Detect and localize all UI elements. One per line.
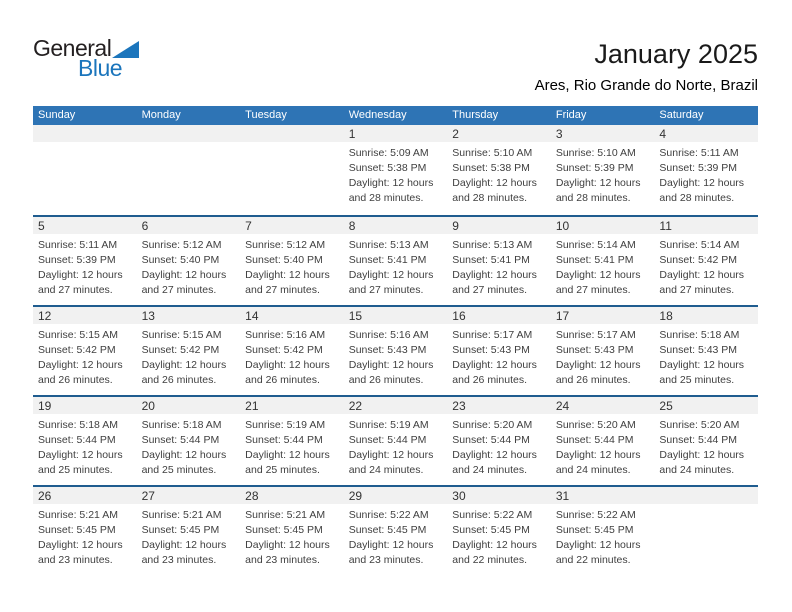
sunset-text: Sunset: 5:45 PM	[452, 524, 530, 536]
daylight2-text: and 25 minutes.	[38, 464, 113, 476]
sunrise-text: Sunrise: 5:09 AM	[348, 147, 429, 159]
calendar	[33, 106, 758, 575]
daylight2-text: and 27 minutes.	[38, 284, 113, 296]
sunrise-text: Sunrise: 5:15 AM	[38, 329, 118, 341]
day-details-20	[137, 414, 241, 478]
day-details-8	[344, 234, 448, 298]
daylight1-text: Daylight: 12 hours	[245, 359, 330, 371]
day-details-10	[551, 234, 655, 298]
sunrise-text: Sunrise: 5:13 AM	[452, 239, 533, 251]
day-cell-1	[344, 125, 448, 215]
day-cell-31	[551, 487, 655, 575]
weekday-label-thursday: Thursday	[452, 109, 499, 121]
daylight1-text: Daylight: 12 hours	[659, 359, 745, 371]
daylight1-text: Daylight: 12 hours	[245, 449, 330, 461]
daylight1-text: Daylight: 12 hours	[38, 269, 123, 281]
daylight2-text: and 25 minutes.	[141, 464, 217, 476]
day-details-17	[551, 324, 655, 388]
daylight2-text: and 26 minutes.	[452, 374, 527, 386]
day-number-9: 9	[447, 217, 551, 234]
daylight1-text: Daylight: 12 hours	[555, 177, 641, 189]
day-cell-25	[654, 397, 758, 485]
sunrise-text: Sunrise: 5:18 AM	[659, 329, 740, 341]
daylight1-text: Daylight: 12 hours	[348, 177, 434, 189]
daylight1-text: Daylight: 12 hours	[141, 449, 227, 461]
day-number-5: 5	[33, 217, 137, 234]
daylight2-text: and 24 minutes.	[659, 464, 735, 476]
daylight2-text: and 28 minutes.	[348, 192, 424, 204]
sunset-text: Sunset: 5:44 PM	[245, 434, 323, 446]
sunrise-text: Sunrise: 5:12 AM	[245, 239, 326, 251]
sunset-text: Sunset: 5:41 PM	[348, 254, 427, 266]
sunset-text: Sunset: 5:44 PM	[38, 434, 116, 446]
daylight1-text: Daylight: 12 hours	[38, 449, 123, 461]
day-cell-empty	[240, 125, 344, 215]
sunrise-text: Sunrise: 5:22 AM	[452, 509, 533, 521]
sunset-text: Sunset: 5:45 PM	[348, 524, 427, 536]
day-details-22	[344, 414, 448, 478]
general-blue-logo	[33, 37, 139, 80]
day-cell-12	[33, 307, 137, 395]
day-details-13	[137, 324, 241, 388]
week-row-4	[33, 395, 758, 485]
day-cell-20	[137, 397, 241, 485]
day-cell-4	[654, 125, 758, 215]
day-cell-14	[240, 307, 344, 395]
sunset-text: Sunset: 5:41 PM	[452, 254, 530, 266]
day-cell-19	[33, 397, 137, 485]
day-cell-30	[447, 487, 551, 575]
sunset-text: Sunset: 5:45 PM	[38, 524, 116, 536]
daylight2-text: and 23 minutes.	[348, 554, 424, 566]
daylight2-text: and 26 minutes.	[348, 374, 424, 386]
day-details-4	[654, 142, 758, 206]
day-details-12	[33, 324, 137, 388]
day-cell-3	[551, 125, 655, 215]
daylight1-text: Daylight: 12 hours	[348, 539, 434, 551]
day-cell-9	[447, 217, 551, 305]
daylight2-text: and 27 minutes.	[141, 284, 217, 296]
day-number-23: 23	[447, 397, 551, 414]
sunset-text: Sunset: 5:41 PM	[555, 254, 634, 266]
day-cell-23	[447, 397, 551, 485]
daylight2-text: and 25 minutes.	[245, 464, 320, 476]
daylight2-text: and 26 minutes.	[245, 374, 320, 386]
day-cell-7	[240, 217, 344, 305]
logo-text-blue: Blue	[78, 55, 123, 81]
sunrise-text: Sunrise: 5:16 AM	[245, 329, 326, 341]
daylight1-text: Daylight: 12 hours	[141, 539, 227, 551]
day-number-30: 30	[447, 487, 551, 504]
day-number-empty	[654, 487, 758, 504]
sunset-text: Sunset: 5:42 PM	[38, 344, 116, 356]
daylight2-text: and 27 minutes.	[348, 284, 424, 296]
daylight1-text: Daylight: 12 hours	[452, 539, 537, 551]
day-number-13: 13	[137, 307, 241, 324]
day-number-10: 10	[551, 217, 655, 234]
sunset-text: Sunset: 5:38 PM	[348, 162, 427, 174]
day-details-16	[447, 324, 551, 388]
day-cell-8	[344, 217, 448, 305]
day-number-11: 11	[654, 217, 758, 234]
daylight2-text: and 27 minutes.	[245, 284, 320, 296]
daylight2-text: and 28 minutes.	[452, 192, 527, 204]
day-cell-24	[551, 397, 655, 485]
day-number-24: 24	[551, 397, 655, 414]
sunrise-text: Sunrise: 5:21 AM	[38, 509, 118, 521]
day-details-21	[240, 414, 344, 478]
day-details-31	[551, 504, 655, 568]
day-details-3	[551, 142, 655, 206]
day-number-28: 28	[240, 487, 344, 504]
weekday-label-friday: Friday	[555, 109, 587, 121]
page-title: January 2025	[594, 39, 758, 69]
daylight2-text: and 28 minutes.	[555, 192, 631, 204]
sunset-text: Sunset: 5:42 PM	[141, 344, 220, 356]
day-cell-29	[344, 487, 448, 575]
daylight1-text: Daylight: 12 hours	[348, 269, 434, 281]
day-number-2: 2	[447, 125, 551, 142]
day-cell-15	[344, 307, 448, 395]
daylight2-text: and 26 minutes.	[555, 374, 631, 386]
sunset-text: Sunset: 5:42 PM	[245, 344, 323, 356]
day-cell-empty	[137, 125, 241, 215]
day-details-1	[344, 142, 448, 206]
week-row-5	[33, 485, 758, 575]
daylight1-text: Daylight: 12 hours	[555, 359, 641, 371]
day-details-6	[137, 234, 241, 298]
day-number-14: 14	[240, 307, 344, 324]
daylight1-text: Daylight: 12 hours	[38, 359, 123, 371]
sunset-text: Sunset: 5:43 PM	[348, 344, 427, 356]
day-details-5	[33, 234, 137, 298]
sunset-text: Sunset: 5:43 PM	[659, 344, 738, 356]
day-number-12: 12	[33, 307, 137, 324]
sunrise-text: Sunrise: 5:11 AM	[659, 147, 739, 159]
daylight1-text: Daylight: 12 hours	[555, 539, 641, 551]
day-cell-17	[551, 307, 655, 395]
day-number-7: 7	[240, 217, 344, 234]
sunrise-text: Sunrise: 5:22 AM	[348, 509, 429, 521]
sunset-text: Sunset: 5:42 PM	[659, 254, 738, 266]
page-subtitle: Ares, Rio Grande do Norte, Brazil	[534, 77, 758, 94]
daylight2-text: and 28 minutes.	[659, 192, 735, 204]
daylight1-text: Daylight: 12 hours	[452, 359, 537, 371]
day-details-2	[447, 142, 551, 206]
sunrise-text: Sunrise: 5:19 AM	[348, 419, 429, 431]
sunset-text: Sunset: 5:40 PM	[245, 254, 323, 266]
day-cell-5	[33, 217, 137, 305]
week-row-3	[33, 305, 758, 395]
daylight2-text: and 23 minutes.	[38, 554, 113, 566]
sunrise-text: Sunrise: 5:10 AM	[452, 147, 533, 159]
daylight1-text: Daylight: 12 hours	[452, 177, 537, 189]
day-number-22: 22	[344, 397, 448, 414]
sunset-text: Sunset: 5:45 PM	[141, 524, 220, 536]
day-number-empty	[33, 125, 137, 142]
day-details-19	[33, 414, 137, 478]
day-number-8: 8	[344, 217, 448, 234]
daylight1-text: Daylight: 12 hours	[555, 449, 641, 461]
sunrise-text: Sunrise: 5:15 AM	[141, 329, 222, 341]
daylight1-text: Daylight: 12 hours	[141, 359, 227, 371]
sunrise-text: Sunrise: 5:22 AM	[555, 509, 636, 521]
day-cell-10	[551, 217, 655, 305]
day-details-24	[551, 414, 655, 478]
sunrise-text: Sunrise: 5:18 AM	[141, 419, 222, 431]
daylight1-text: Daylight: 12 hours	[245, 269, 330, 281]
day-number-21: 21	[240, 397, 344, 414]
sunrise-text: Sunrise: 5:17 AM	[452, 329, 533, 341]
day-cell-27	[137, 487, 241, 575]
day-cell-22	[344, 397, 448, 485]
sunset-text: Sunset: 5:44 PM	[452, 434, 530, 446]
sunset-text: Sunset: 5:44 PM	[141, 434, 220, 446]
day-details-23	[447, 414, 551, 478]
sunrise-text: Sunrise: 5:20 AM	[659, 419, 740, 431]
sunrise-text: Sunrise: 5:14 AM	[659, 239, 740, 251]
daylight2-text: and 27 minutes.	[555, 284, 631, 296]
day-details-29	[344, 504, 448, 568]
day-cell-26	[33, 487, 137, 575]
daylight1-text: Daylight: 12 hours	[659, 269, 745, 281]
day-number-1: 1	[344, 125, 448, 142]
day-number-27: 27	[137, 487, 241, 504]
sunset-text: Sunset: 5:38 PM	[452, 162, 530, 174]
sunrise-text: Sunrise: 5:18 AM	[38, 419, 118, 431]
day-number-29: 29	[344, 487, 448, 504]
daylight2-text: and 25 minutes.	[659, 374, 735, 386]
sunset-text: Sunset: 5:39 PM	[659, 162, 738, 174]
daylight1-text: Daylight: 12 hours	[38, 539, 123, 551]
sunrise-text: Sunrise: 5:13 AM	[348, 239, 429, 251]
daylight2-text: and 22 minutes.	[452, 554, 527, 566]
sunrise-text: Sunrise: 5:20 AM	[555, 419, 636, 431]
day-cell-18	[654, 307, 758, 395]
daylight2-text: and 27 minutes.	[659, 284, 735, 296]
day-number-6: 6	[137, 217, 241, 234]
weekday-label-sunday: Sunday	[38, 109, 76, 121]
daylight2-text: and 23 minutes.	[141, 554, 217, 566]
sunrise-text: Sunrise: 5:11 AM	[38, 239, 118, 251]
day-number-empty	[137, 125, 241, 142]
day-number-empty	[240, 125, 344, 142]
sunset-text: Sunset: 5:44 PM	[659, 434, 738, 446]
sunrise-text: Sunrise: 5:14 AM	[555, 239, 636, 251]
day-details-25	[654, 414, 758, 478]
day-cell-16	[447, 307, 551, 395]
daylight2-text: and 24 minutes.	[452, 464, 527, 476]
day-details-18	[654, 324, 758, 388]
sunrise-text: Sunrise: 5:21 AM	[141, 509, 222, 521]
day-details-30	[447, 504, 551, 568]
sunset-text: Sunset: 5:44 PM	[555, 434, 634, 446]
calendar-grid	[33, 125, 758, 575]
day-number-26: 26	[33, 487, 137, 504]
sunrise-text: Sunrise: 5:19 AM	[245, 419, 326, 431]
weekday-label-wednesday: Wednesday	[348, 109, 407, 121]
sunrise-text: Sunrise: 5:12 AM	[141, 239, 222, 251]
day-number-17: 17	[551, 307, 655, 324]
sunset-text: Sunset: 5:45 PM	[245, 524, 323, 536]
daylight1-text: Daylight: 12 hours	[245, 539, 330, 551]
sunset-text: Sunset: 5:45 PM	[555, 524, 634, 536]
day-details-11	[654, 234, 758, 298]
daylight1-text: Daylight: 12 hours	[659, 177, 745, 189]
sunset-text: Sunset: 5:44 PM	[348, 434, 427, 446]
day-number-19: 19	[33, 397, 137, 414]
day-details-7	[240, 234, 344, 298]
daylight1-text: Daylight: 12 hours	[348, 359, 434, 371]
daylight2-text: and 24 minutes.	[348, 464, 424, 476]
sunset-text: Sunset: 5:43 PM	[555, 344, 634, 356]
daylight1-text: Daylight: 12 hours	[555, 269, 641, 281]
day-number-25: 25	[654, 397, 758, 414]
weekday-label-monday: Monday	[141, 109, 181, 121]
day-details-27	[137, 504, 241, 568]
day-details-14	[240, 324, 344, 388]
daylight2-text: and 22 minutes.	[555, 554, 631, 566]
day-number-31: 31	[551, 487, 655, 504]
daylight2-text: and 26 minutes.	[38, 374, 113, 386]
sunset-text: Sunset: 5:40 PM	[141, 254, 220, 266]
day-number-3: 3	[551, 125, 655, 142]
daylight1-text: Daylight: 12 hours	[452, 449, 537, 461]
sunset-text: Sunset: 5:43 PM	[452, 344, 530, 356]
sunrise-text: Sunrise: 5:10 AM	[555, 147, 636, 159]
day-details-28	[240, 504, 344, 568]
day-cell-6	[137, 217, 241, 305]
daylight1-text: Daylight: 12 hours	[659, 449, 745, 461]
sunrise-text: Sunrise: 5:21 AM	[245, 509, 326, 521]
sunrise-text: Sunrise: 5:17 AM	[555, 329, 636, 341]
sunset-text: Sunset: 5:39 PM	[38, 254, 116, 266]
day-cell-2	[447, 125, 551, 215]
day-details-26	[33, 504, 137, 568]
daylight1-text: Daylight: 12 hours	[348, 449, 434, 461]
day-number-20: 20	[137, 397, 241, 414]
weekday-header-row	[33, 106, 758, 125]
day-cell-11	[654, 217, 758, 305]
weekday-label-saturday: Saturday	[659, 109, 704, 121]
week-row-1	[33, 125, 758, 215]
title-block	[535, 39, 758, 94]
sunrise-text: Sunrise: 5:20 AM	[452, 419, 533, 431]
day-cell-13	[137, 307, 241, 395]
daylight2-text: and 24 minutes.	[555, 464, 631, 476]
day-number-15: 15	[344, 307, 448, 324]
day-details-15	[344, 324, 448, 388]
daylight1-text: Daylight: 12 hours	[452, 269, 537, 281]
day-details-9	[447, 234, 551, 298]
day-number-18: 18	[654, 307, 758, 324]
daylight2-text: and 26 minutes.	[141, 374, 217, 386]
day-number-4: 4	[654, 125, 758, 142]
day-cell-empty	[654, 487, 758, 575]
week-row-2	[33, 215, 758, 305]
day-cell-28	[240, 487, 344, 575]
sunset-text: Sunset: 5:39 PM	[555, 162, 634, 174]
sunrise-text: Sunrise: 5:16 AM	[348, 329, 429, 341]
logo-text-general: General	[33, 35, 112, 61]
daylight2-text: and 27 minutes.	[452, 284, 527, 296]
daylight2-text: and 23 minutes.	[245, 554, 320, 566]
daylight1-text: Daylight: 12 hours	[141, 269, 227, 281]
day-cell-21	[240, 397, 344, 485]
weekday-label-tuesday: Tuesday	[245, 109, 287, 121]
day-cell-empty	[33, 125, 137, 215]
day-number-16: 16	[447, 307, 551, 324]
